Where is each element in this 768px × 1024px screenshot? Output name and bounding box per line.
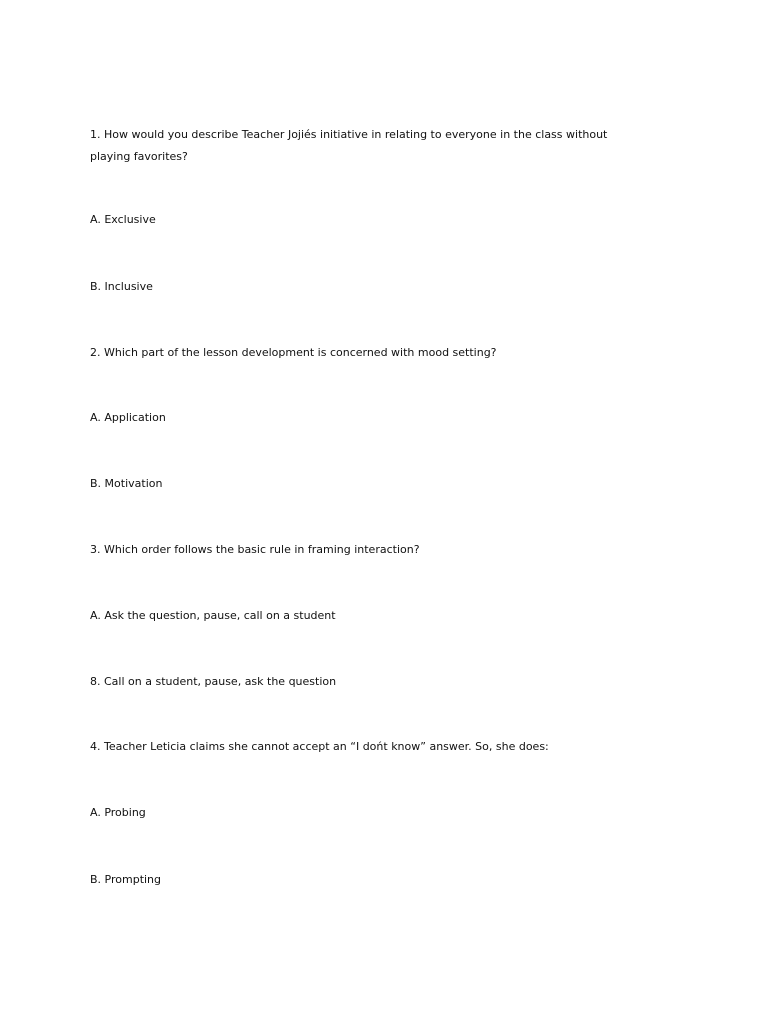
- question-4-option-b: B. Prompting: [90, 873, 162, 886]
- question-1-option-b: B. Inclusive: [90, 280, 153, 293]
- question-1-option-a: A. Exclusive: [90, 213, 156, 226]
- question-4-text: 4. Teacher Leticia claims she cannot accept an “I dońt know” answer. So, she does:: [90, 740, 549, 753]
- question-1-text: 1. How would you describe Teacher Jojiés initiative in relating to everyone in the class without playing favorites?: [90, 128, 608, 163]
- question-2-option-a: A. Application: [90, 411, 166, 424]
- question-2-text: 2. Which part of the lesson development is concerned with mood setting?: [90, 346, 497, 359]
- question-2-option-b: B. Motivation: [90, 477, 163, 490]
- question-3-option-a: A. Ask the question, pause, call on a student: [90, 609, 336, 622]
- question-3-option-b: 8. Call on a student, pause, ask the question: [90, 675, 337, 688]
- question-4-option-a: A. Probing: [90, 806, 146, 819]
- question-3-text: 3. Which order follows the basic rule in framing interaction?: [90, 543, 420, 556]
